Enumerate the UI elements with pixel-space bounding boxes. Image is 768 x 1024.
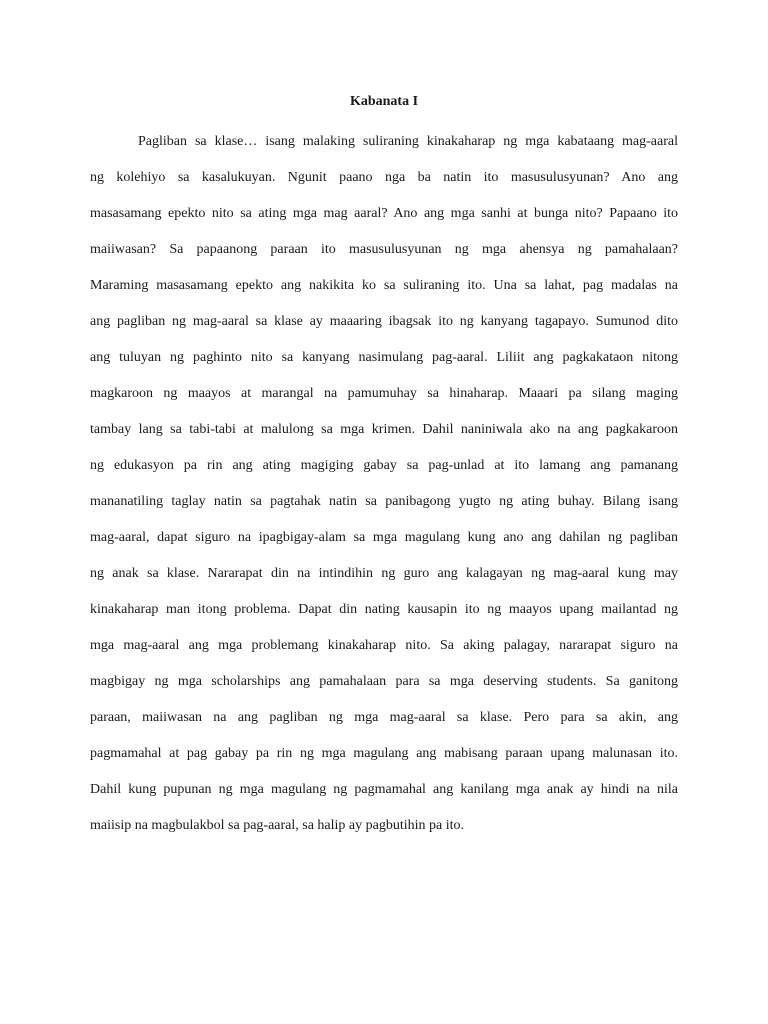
paragraph-line: pagmamahal at pag gabay pa rin ng mga magulang ang mabisang paraan upang malunasan ito. [90,746,678,761]
paragraph-line: mag-aaral, dapat siguro na ipagbigay-alam sa mga magulang kung ano ang dahilan ng pagliban [90,530,678,545]
paragraph-line: paraan, maiiwasan na ang pagliban ng mga mag-aaral sa klase. Pero para sa akin, ang [90,710,678,725]
paragraph-line: ng kolehiyo sa kasalukuyan. Ngunit paano nga ba natin ito masusulusyunan? Ano ang [90,170,678,185]
paragraph-line: magkaroon ng maayos at marangal na pamumuhay sa hinaharap. Maaari pa silang maging [90,386,678,401]
paragraph-line: ang pagliban ng mag-aaral sa klase ay maaaring ibagsak ito ng kanyang tagapayo. Sumunod dito [90,314,678,329]
paragraph-line: Maraming masasamang epekto ang nakikita ko sa suliraning ito. Una sa lahat, pag madalas na [90,278,678,293]
paragraph-line: mga mag-aaral ang mga problemang kinakaharap nito. Sa aking palagay, nararapat siguro na [90,638,678,653]
paragraph-line: ng anak sa klase. Nararapat din na intindihin ng guro ang kalagayan ng mag-aaral kung may [90,566,678,581]
paragraph-line: Pagliban sa klase… isang malaking suliraning kinakaharap ng mga kabataang mag-aaral [138,134,678,149]
paragraph-line: Dahil kung pupunan ng mga magulang ng pagmamahal ang kanilang mga anak ay hindi na nila [90,782,678,797]
paragraph-line: ng edukasyon pa rin ang ating magiging gabay sa pag-unlad at ito lamang ang pamanang [90,458,678,473]
paragraph-line: masasamang epekto nito sa ating mga mag aaral? Ano ang mga sanhi at bunga nito? Papaano ito [90,206,678,221]
paragraph-line: maiisip na magbulakbol sa pag-aaral, sa halip ay pagbutihin pa ito. [90,818,465,833]
paragraph-line: tambay lang sa tabi-tabi at malulong sa mga krimen. Dahil naniniwala ako na ang pagkakaroon [90,422,678,437]
paragraph-line: kinakaharap man itong problema. Dapat din nating kausapin ito ng maayos upang mailantad ng [90,602,678,617]
paragraph-line: maiiwasan? Sa papaanong paraan ito masusulusyunan ng mga ahensya ng pamahalaan? [90,242,678,257]
paragraph-line: mananatiling taglay natin sa pagtahak natin sa panibagong yugto ng ating buhay. Bilang isang [90,494,678,509]
body-paragraph [90,124,678,844]
paragraph-line: ang tuluyan ng paghinto nito sa kanyang nasimulang pag-aaral. Liliit ang pagkakataon nitong [90,350,678,365]
chapter-title: Kabanata I [349,94,419,109]
paragraph-line: magbigay ng mga scholarships ang pamahalaan para sa mga deserving students. Sa ganitong [90,674,678,689]
